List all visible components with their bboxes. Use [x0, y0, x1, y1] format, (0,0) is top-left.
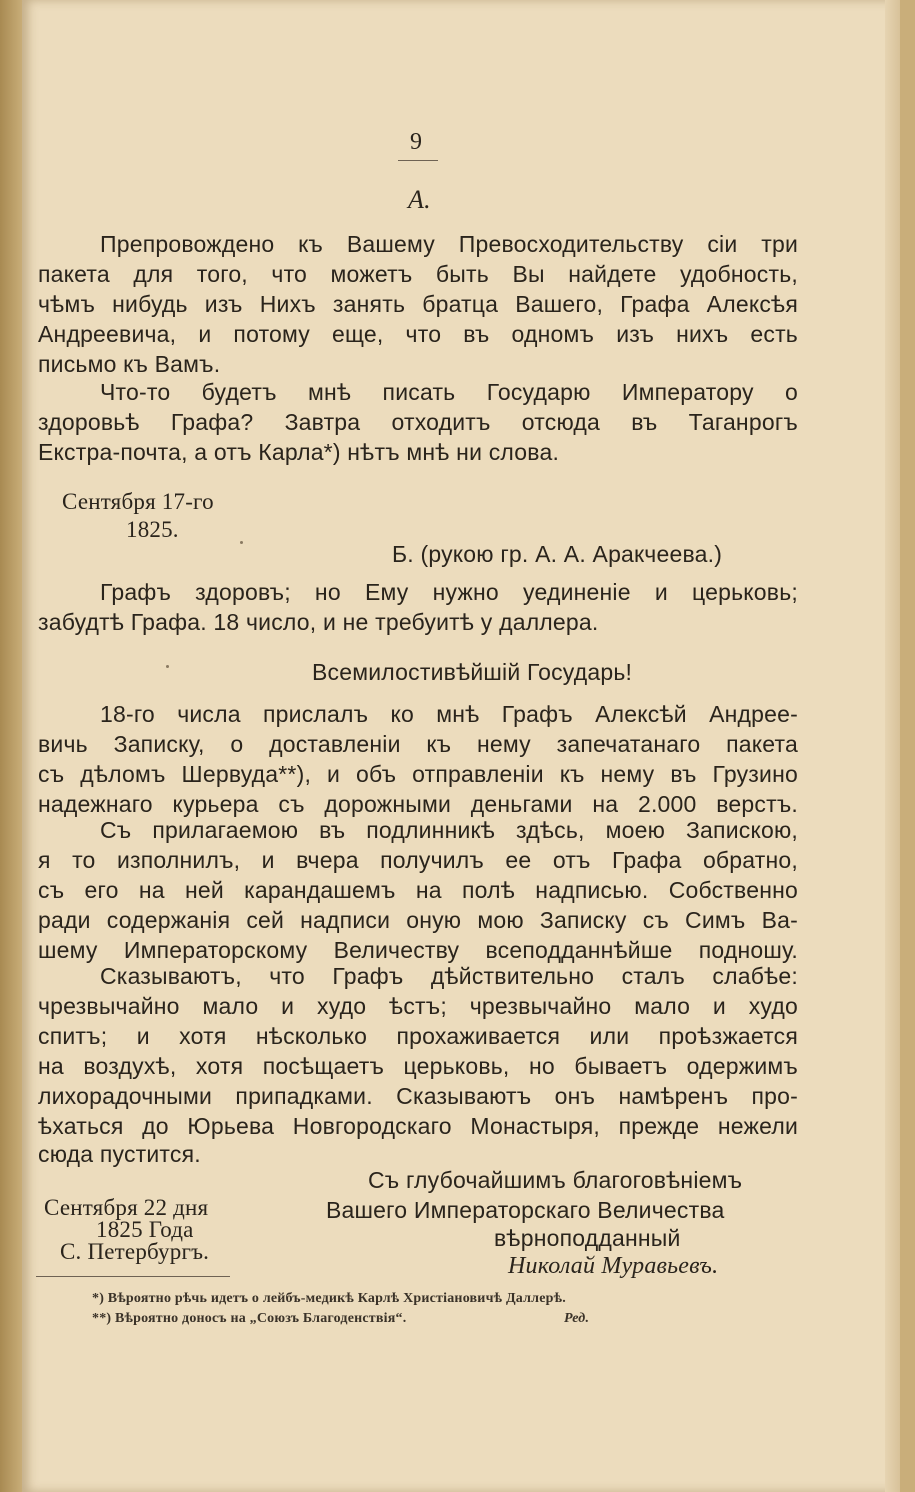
l-para3-line-6: ѣхаться до Юрьева Новгородскаго Монастыря, прежде нежели — [38, 1113, 798, 1139]
l-para1-line-4: надежнаго курьера съ дорожными деньгами на 2.000 верстъ. — [38, 791, 798, 817]
l-para2-line-2: я то изполнилъ, и вчера получилъ ее отъ Графа обратно, — [38, 847, 798, 873]
section-b-heading: Б. (рукою гр. А. А. Аракчеева.) — [392, 541, 723, 567]
signature: Николай Муравьевъ. — [508, 1253, 719, 1279]
section-a-letter: А. — [408, 185, 431, 214]
page-number: 9 — [410, 129, 423, 155]
a-date-line-2: 1825. — [126, 517, 179, 542]
b-line-2: забудтѣ Графа. 18 число, и не требуитѣ у даллера. — [38, 609, 599, 635]
speck — [240, 541, 243, 544]
page-edge — [885, 0, 900, 1492]
l-para1-line-2: вичь Записку, о доставленіи къ нему запечатанаго пакета — [38, 731, 798, 757]
l-para2-line-1: Съ прилагаемою въ подлинникѣ здѣсь, моею Запискою, — [100, 817, 798, 843]
page-number-rule — [398, 160, 438, 161]
l-para2-line-3: съ его на ней карандашемъ на полѣ надписью. Собственно — [38, 877, 798, 903]
letter-date-line-3: С. Петербургъ. — [60, 1239, 210, 1264]
binding-strip — [0, 0, 22, 1492]
a-para1-line-2: пакета для того, что можетъ быть Вы найдете удобность, — [38, 261, 798, 287]
l-para3-line-1: Сказываютъ, что Графъ дѣйствительно сталъ слабѣе: — [100, 963, 798, 989]
footnote-editor-mark: Ред. — [564, 1311, 590, 1326]
speck — [166, 665, 169, 668]
a-para1-line-3: чѣмъ нибудь изъ Нихъ занять братца Вашего, Графа Алексѣя — [38, 291, 798, 317]
a-para2-line-3: Екстра-почта, а отъ Карла*) нѣтъ мнѣ ни слова. — [38, 439, 560, 465]
footnote-2: **) Вѣроятно доносъ на „Союзъ Благоденствія“. — [92, 1311, 407, 1326]
a-para1-line-4: Андреевича, и потому еще, что въ одномъ изъ нихъ есть — [38, 321, 798, 347]
l-para3-line-3: спитъ; и хотя нѣсколько прохаживается или проѣзжается — [38, 1023, 798, 1049]
l-para1-line-3: съ дѣломъ Шервуда**), и объ отправленіи къ нему въ Грузино — [38, 761, 798, 787]
l-para3-line-4: на воздухѣ, хотя посѣщаетъ церьковь, но бываетъ одержимъ — [38, 1053, 798, 1079]
l-para2-line-4: ради содержанія сей надписи оную мою Записку съ Симъ Ва- — [38, 907, 798, 933]
footnote-rule — [36, 1276, 230, 1277]
b-line-1: Графъ здоровъ; но Ему нужно уединеніе и церьковь; — [100, 579, 798, 605]
a-date-line-1: Сентября 17-го — [62, 489, 214, 514]
closing-line-2: Вашего Императорскаго Величества — [326, 1197, 725, 1223]
closing-line-1: Съ глубочайшимъ благоговѣніемъ — [368, 1167, 743, 1193]
footnote-1: *) Вѣроятно рѣчь идетъ о лейбъ-медикѣ Карлѣ Христіановичѣ Даллерѣ. — [92, 1291, 566, 1306]
l-para1-line-1: 18-го числа прислалъ ко мнѣ Графъ Алексѣй Андрее- — [100, 701, 798, 727]
letter-date-line-1: Сентября 22 дня — [44, 1195, 209, 1220]
a-para2-line-2: здоровьѣ Графа? Завтра отходитъ отсюда въ Таганрогъ — [38, 409, 798, 435]
l-para3-line-7: сюда пустится. — [38, 1141, 201, 1167]
l-para3-line-5: лихорадочными припадками. Сказываютъ онъ намѣренъ про- — [38, 1083, 798, 1109]
letter-date-line-2: 1825 Года — [96, 1217, 194, 1242]
closing-line-3: вѣрноподданный — [494, 1225, 681, 1251]
a-para1-line-1: Препровождено къ Вашему Превосходительству сіи три — [100, 231, 798, 257]
letter-salutation: Всемилостивѣйшій Государь! — [312, 659, 633, 685]
l-para3-line-2: чрезвычайно мало и худо ѣстъ; чрезвычайно мало и худо — [38, 993, 798, 1019]
l-para2-line-5: шему Императорскому Величеству всеподданнѣйше подношу. — [38, 937, 798, 963]
a-para1-line-5: письмо къ Вамъ. — [38, 351, 221, 377]
a-para2-line-1: Что-то будетъ мнѣ писать Государю Императору о — [100, 379, 798, 405]
